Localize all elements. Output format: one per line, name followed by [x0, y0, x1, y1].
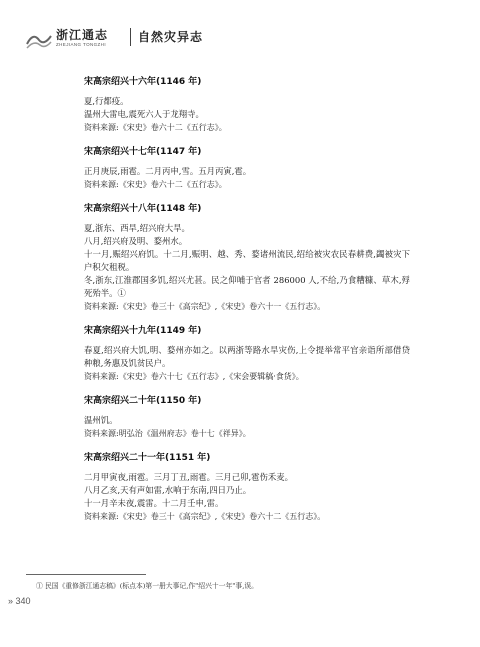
header-divider: [130, 28, 131, 46]
entry-title: 宋高宗绍兴十八年(1148 年): [84, 204, 202, 214]
logo-subtitle: ZHEJIANG TONGZHI: [56, 42, 106, 47]
logo-title: 浙江通志: [56, 28, 109, 42]
footnote-divider: [26, 574, 146, 575]
page-header: [26, 22, 466, 62]
entry-1151: [84, 452, 410, 523]
entry-line: 正月庚辰,雨雹。二月丙申,雪。五月丙寅,雹。: [84, 166, 252, 176]
entry-1149: [84, 325, 410, 383]
entry-source: 资料来源:《宋史》卷六十七《五行志》,《宋会要辑稿·食货》。: [84, 372, 304, 381]
entry-line: 温州大雷电,震死六人于龙翔寺。: [84, 109, 204, 119]
entry-title: 宋高宗绍兴十六年(1146 年): [84, 77, 202, 87]
entry-1148: [84, 203, 410, 313]
section-title: 自然灾异志: [138, 30, 204, 44]
entry-title: 宋高宗绍兴二十年(1150 年): [84, 396, 202, 406]
page-number: » 340: [8, 596, 31, 606]
entry-source: 资料来源:《宋史》卷六十二《五行志》。: [84, 123, 227, 132]
entry-source: 资料来源:明弘治《温州府志》卷十七《祥异》。: [84, 429, 251, 438]
entry-line: 二月甲寅夜,雨雹。三月丁丑,雨雹。三月己卯,雹伤禾麦。: [84, 472, 293, 482]
entry-1150: [84, 395, 410, 440]
entry-line: 夏,浙东、西旱,绍兴府大旱。: [84, 223, 190, 233]
entry-source: 资料来源:《宋史》卷三十《高宗纪》,《宋史》卷六十一《五行志》。: [84, 302, 326, 311]
entry-line: 十一月辛未夜,震雷。十二月壬申,雷。: [84, 498, 224, 508]
entry-title: 宋高宗绍兴二十一年(1151 年): [84, 453, 211, 463]
entry-1146: [84, 76, 410, 134]
entry-1147: [84, 146, 410, 191]
entry-source: 资料来源:《宋史》卷三十《高宗纪》,《宋史》卷六十二《五行志》。: [84, 512, 326, 521]
entry-line: 温州饥。: [84, 415, 118, 425]
entry-line: 十一月,赈绍兴府饥。十二月,赈明、越、秀、婺诸州流民,绍给被灾农民春耕费,蠲被灾下户积欠租税。: [84, 249, 410, 272]
entry-line: 冬,浙东,江淮郡国多饥,绍兴尤甚。民之仰哺于官者 286000 人,不给,乃食糟糠、草木,殍死殆半。①: [84, 275, 410, 298]
footnote: ① 民国《重修浙江通志稿》(标点本)第一册大事记,作"绍兴十一年"事,误。: [36, 582, 258, 590]
entry-title: 宋高宗绍兴十九年(1149 年): [84, 326, 202, 336]
entry-line: 八月乙亥,天有声如雷,水响于东南,四日乃止。: [84, 485, 252, 495]
wave-logo-icon: [26, 28, 52, 50]
entry-title: 宋高宗绍兴十七年(1147 年): [84, 147, 202, 157]
entry-line: 春夏,绍兴府大饥,明、婺州亦如之。以两浙等路水旱灾伤,上令提举常平官亲诣所部借贷种粮,务惠及饥贫民户。: [84, 345, 410, 368]
entry-line: 夏,行都疫。: [84, 96, 129, 106]
logo: [26, 24, 126, 54]
entry-source: 资料来源:《宋史》卷六十二《五行志》。: [84, 180, 227, 189]
main-content: [84, 76, 410, 535]
entry-line: 八月,绍兴府及明、婺州水。: [84, 236, 188, 246]
